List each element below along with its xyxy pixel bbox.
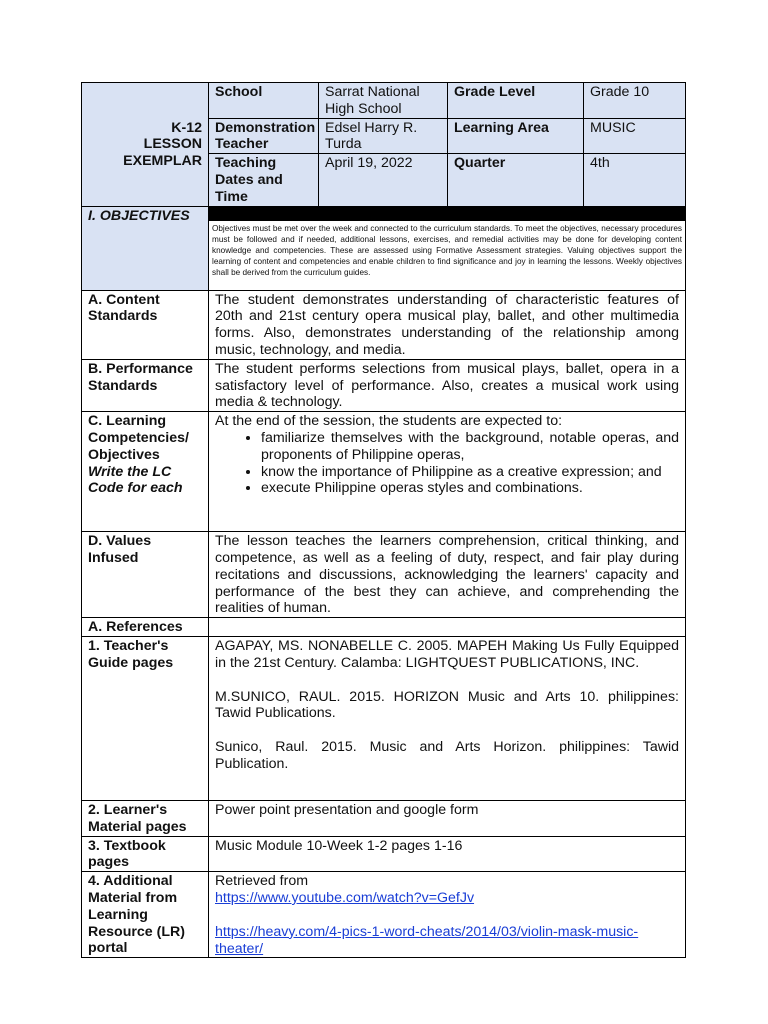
content-standards-label: A. Content Standards: [82, 290, 209, 359]
objectives-black-bar: [208, 207, 686, 221]
competencies-content: [209, 412, 686, 532]
additional-material-content: [209, 872, 686, 958]
teacher-guide-ref: AGAPAY, MS. NONABELLE C. 2005. MAPEH Making Us Fully Equipped in the 21st Century. Calamba: LIGHTQUEST PUBLICATIONS, INC.: [215, 637, 679, 671]
competencies-label: C. Learning Competencies/ Objectives: [88, 413, 189, 463]
youtube-link[interactable]: https://www.youtube.com/watch?v=GefJv: [215, 889, 475, 906]
objectives-label: I. OBJECTIVES: [82, 206, 209, 290]
objectives-note-cell: [209, 206, 686, 290]
dates-value: April 19, 2022: [319, 154, 448, 206]
competencies-intro: At the end of the session, the students are expected to:: [215, 413, 563, 430]
teacher-value: Edsel Harry R. Turda: [319, 118, 448, 154]
additional-intro: Retrieved from: [215, 873, 309, 890]
competency-item: • execute Philippine operas styles and combinations.: [261, 480, 679, 497]
references-empty-cell: [209, 618, 686, 637]
competency-item: • know the importance of Philippine as a creative expression; and: [261, 464, 679, 481]
header-line-2: LESSON: [143, 136, 202, 153]
additional-material-label: 4. Additional Material from Learning Resource (LR) portal: [82, 872, 209, 958]
values-label: D. Values Infused: [82, 532, 209, 618]
references-label: A. References: [82, 618, 209, 637]
teacher-guide-ref: Sunico, Raul. 2015. Music and Arts Horizon. philippines: Tawid Publication.: [215, 739, 679, 772]
textbook-text: Music Module 10-Week 1-2 pages 1-16: [209, 836, 686, 872]
content-standards-text: The student demonstrates understanding of characteristic features of 20th and 21st century opera musical play, ballet, and other multimedia forms. Also, demonstrates understanding of the relationship among music, technology, and media.: [209, 290, 686, 359]
lesson-exemplar-table: [81, 82, 686, 958]
textbook-label: 3. Textbook pages: [82, 836, 209, 872]
values-text: The lesson teaches the learners comprehension, critical thinking, and competence, as well as a feeling of duty, respect, and fair play during recitations and discussions, acknowledging the learners' capacity and performance of the best they can achieve, and comprehending the realities of human.: [209, 532, 686, 618]
teacher-guide-ref: M.SUNICO, RAUL. 2015. HORIZON Music and Arts 10. philippines: Tawid Publications.: [215, 688, 679, 722]
competencies-list: [215, 430, 679, 497]
learner-material-label: 2. Learner's Material pages: [82, 800, 209, 836]
learning-area-label: Learning Area: [448, 118, 584, 154]
heavy-link[interactable]: https://heavy.com/4-pics-1-word-cheats/2014/03/violin-mask-music-theater/: [215, 923, 639, 957]
grade-level-value: Grade 10: [584, 83, 686, 119]
grade-level-label: Grade Level: [448, 83, 584, 119]
teacher-label: Demonstration Teacher: [209, 118, 319, 154]
performance-standards-text: The student performs selections from musical plays, ballet, opera in a satisfactory level of performance. Also, creates a musical work using media & technology.: [209, 359, 686, 411]
quarter-label: Quarter: [448, 154, 584, 206]
school-value: Sarrat National High School: [319, 83, 448, 119]
header-line-3: EXEMPLAR: [123, 153, 202, 170]
learner-material-text: Power point presentation and google form: [209, 800, 686, 836]
school-label: School: [209, 83, 319, 119]
competencies-label-cell: [82, 412, 209, 532]
competency-item: • familiarize themselves with the background, notable operas, and proponents of Philippine operas,: [261, 430, 679, 464]
performance-standards-label: B. Performance Standards: [82, 359, 209, 411]
quarter-value: 4th: [584, 154, 686, 206]
objectives-note: Objectives must be met over the week and connected to the curriculum standards. To meet the objectives, necessary procedures must be followed and if needed, additional lessons, exercises, and remedial activities may be done for developing content knowledge and competencies. These are assessed using Formative Assessment strategies. Valuing objectives support the learning of content and competencies and enable children to find significance and joy in learning the lessons. Weekly objectives shall be derived from the curriculum guides.: [212, 223, 682, 278]
dates-label: Teaching Dates and Time: [209, 154, 319, 206]
k12-lesson-exemplar-label: [82, 83, 209, 207]
teacher-guide-label: 1. Teacher's Guide pages: [82, 636, 209, 800]
teacher-guide-refs: [209, 636, 686, 800]
header-line-1: K-12: [171, 119, 202, 136]
learning-area-value: MUSIC: [584, 118, 686, 154]
competencies-lc-code-note: Write the LC Code for each: [88, 463, 183, 497]
